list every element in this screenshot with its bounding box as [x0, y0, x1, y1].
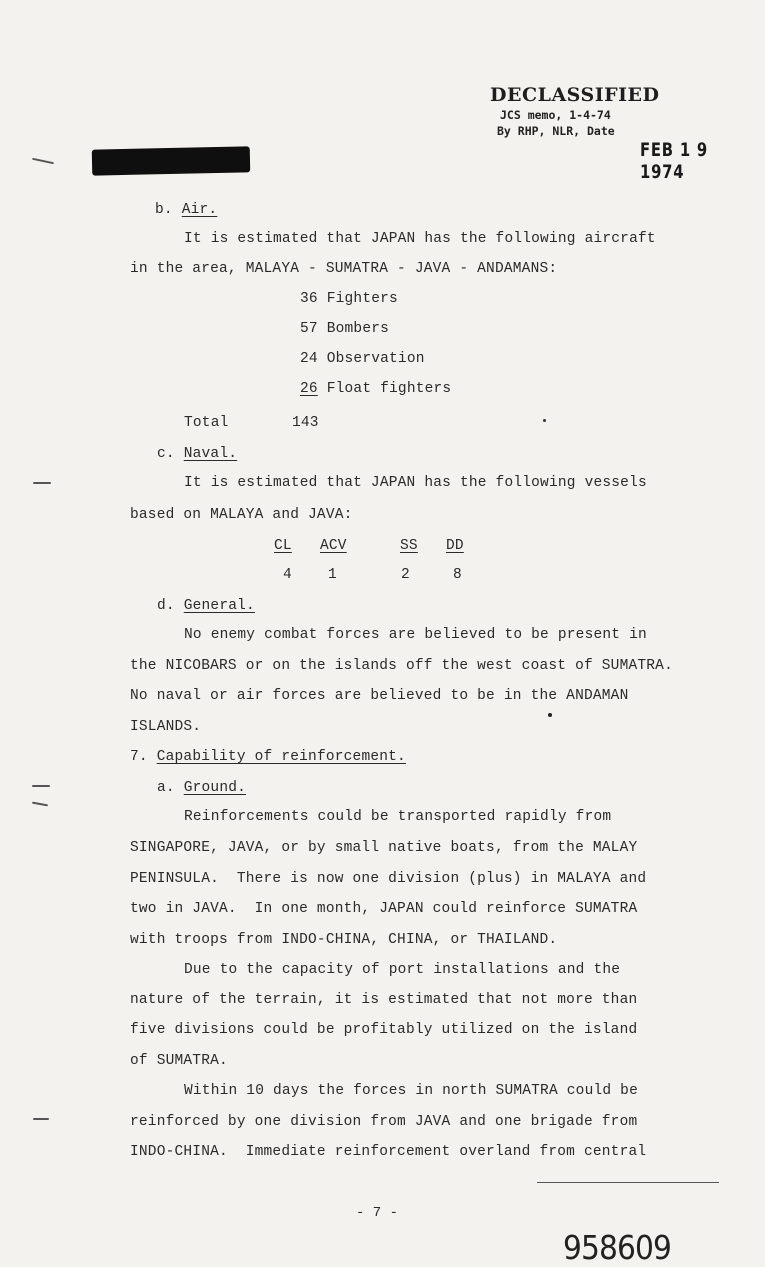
- aircraft-item: 24 Observation: [300, 351, 425, 367]
- general-line: the NICOBARS or on the islands off the west coast of SUMATRA.: [130, 658, 673, 674]
- aircraft-item: 26 Float fighters: [300, 381, 452, 397]
- declassified-stamp-title: DECLASSIFIED: [490, 84, 660, 106]
- page-number: - 7 -: [356, 1205, 399, 1221]
- ground-para2-line: five divisions could be profitably utilized on the island: [130, 1022, 638, 1038]
- ground-para1-line: two in JAVA. In one month, JAPAN could reinforce SUMATRA: [130, 901, 638, 917]
- scan-mark: [32, 158, 54, 165]
- aircraft-item: 36 Fighters: [300, 291, 398, 307]
- footer-rule: [537, 1182, 719, 1183]
- scan-mark: [548, 713, 552, 717]
- naval-column-header: CL: [274, 538, 292, 554]
- general-line: No enemy combat forces are believed to be present in: [184, 627, 647, 643]
- ground-para1-line: SINGAPORE, JAVA, or by small native boats, from the MALAY: [130, 840, 638, 856]
- scan-mark: [33, 482, 51, 484]
- naval-value: 8: [453, 567, 462, 583]
- naval-heading: c. Naval.: [157, 446, 238, 462]
- ground-para1-line: PENINSULA. There is now one division (plus) in MALAYA and: [130, 871, 647, 887]
- naval-value: 1: [328, 567, 337, 583]
- naval-intro-line-2: based on MALAYA and JAVA:: [130, 507, 353, 523]
- naval-value: 4: [283, 567, 292, 583]
- ground-para1-line: with troops from INDO-CHINA, CHINA, or THAILAND.: [130, 932, 558, 948]
- ground-para2-line: of SUMATRA.: [130, 1053, 228, 1069]
- naval-intro-line-1: It is estimated that JAPAN has the following vessels: [184, 475, 647, 491]
- ground-para3-line: INDO-CHINA. Immediate reinforcement overland from central: [130, 1144, 647, 1160]
- naval-column-header: ACV: [320, 538, 347, 554]
- scan-mark: [543, 419, 546, 422]
- ground-para2-line: Due to the capacity of port installations and the: [184, 962, 621, 978]
- section-7-heading: 7. Capability of reinforcement.: [130, 749, 406, 765]
- general-line: ISLANDS.: [130, 719, 202, 735]
- scan-mark: [32, 802, 48, 807]
- handwritten-document-number: 958609: [563, 1228, 671, 1267]
- ground-para3-line: Within 10 days the forces in north SUMATRA could be: [184, 1083, 638, 1099]
- general-heading: d. General.: [157, 598, 255, 614]
- aircraft-total-label: Total: [184, 415, 229, 431]
- air-intro-line-2: in the area, MALAYA - SUMATRA - JAVA - ANDAMANS:: [130, 261, 558, 277]
- aircraft-total-value: 143: [292, 415, 319, 431]
- ground-heading: a. Ground.: [157, 780, 247, 796]
- naval-column-header: SS: [400, 538, 418, 554]
- declassified-stamp-memo: JCS memo, 1-4-74: [500, 108, 611, 122]
- ground-para3-line: reinforced by one division from JAVA and one brigade from: [130, 1114, 638, 1130]
- declassified-stamp-date: FEB 1 9 1974: [640, 139, 708, 183]
- naval-column-header: DD: [446, 538, 464, 554]
- declassified-stamp-authority: By RHP, NLR, Date: [497, 124, 615, 138]
- air-heading: b. Air.: [155, 202, 218, 218]
- aircraft-item: 57 Bombers: [300, 321, 390, 337]
- general-line: No naval or air forces are believed to be in the ANDAMAN: [130, 688, 629, 704]
- ground-para1-line: Reinforcements could be transported rapidly from: [184, 809, 612, 825]
- redaction-bar: [92, 146, 251, 175]
- naval-value: 2: [401, 567, 410, 583]
- scan-mark: [33, 1118, 49, 1120]
- scan-mark: [32, 785, 50, 787]
- ground-para2-line: nature of the terrain, it is estimated that not more than: [130, 992, 638, 1008]
- air-intro-line-1: It is estimated that JAPAN has the following aircraft: [184, 231, 656, 247]
